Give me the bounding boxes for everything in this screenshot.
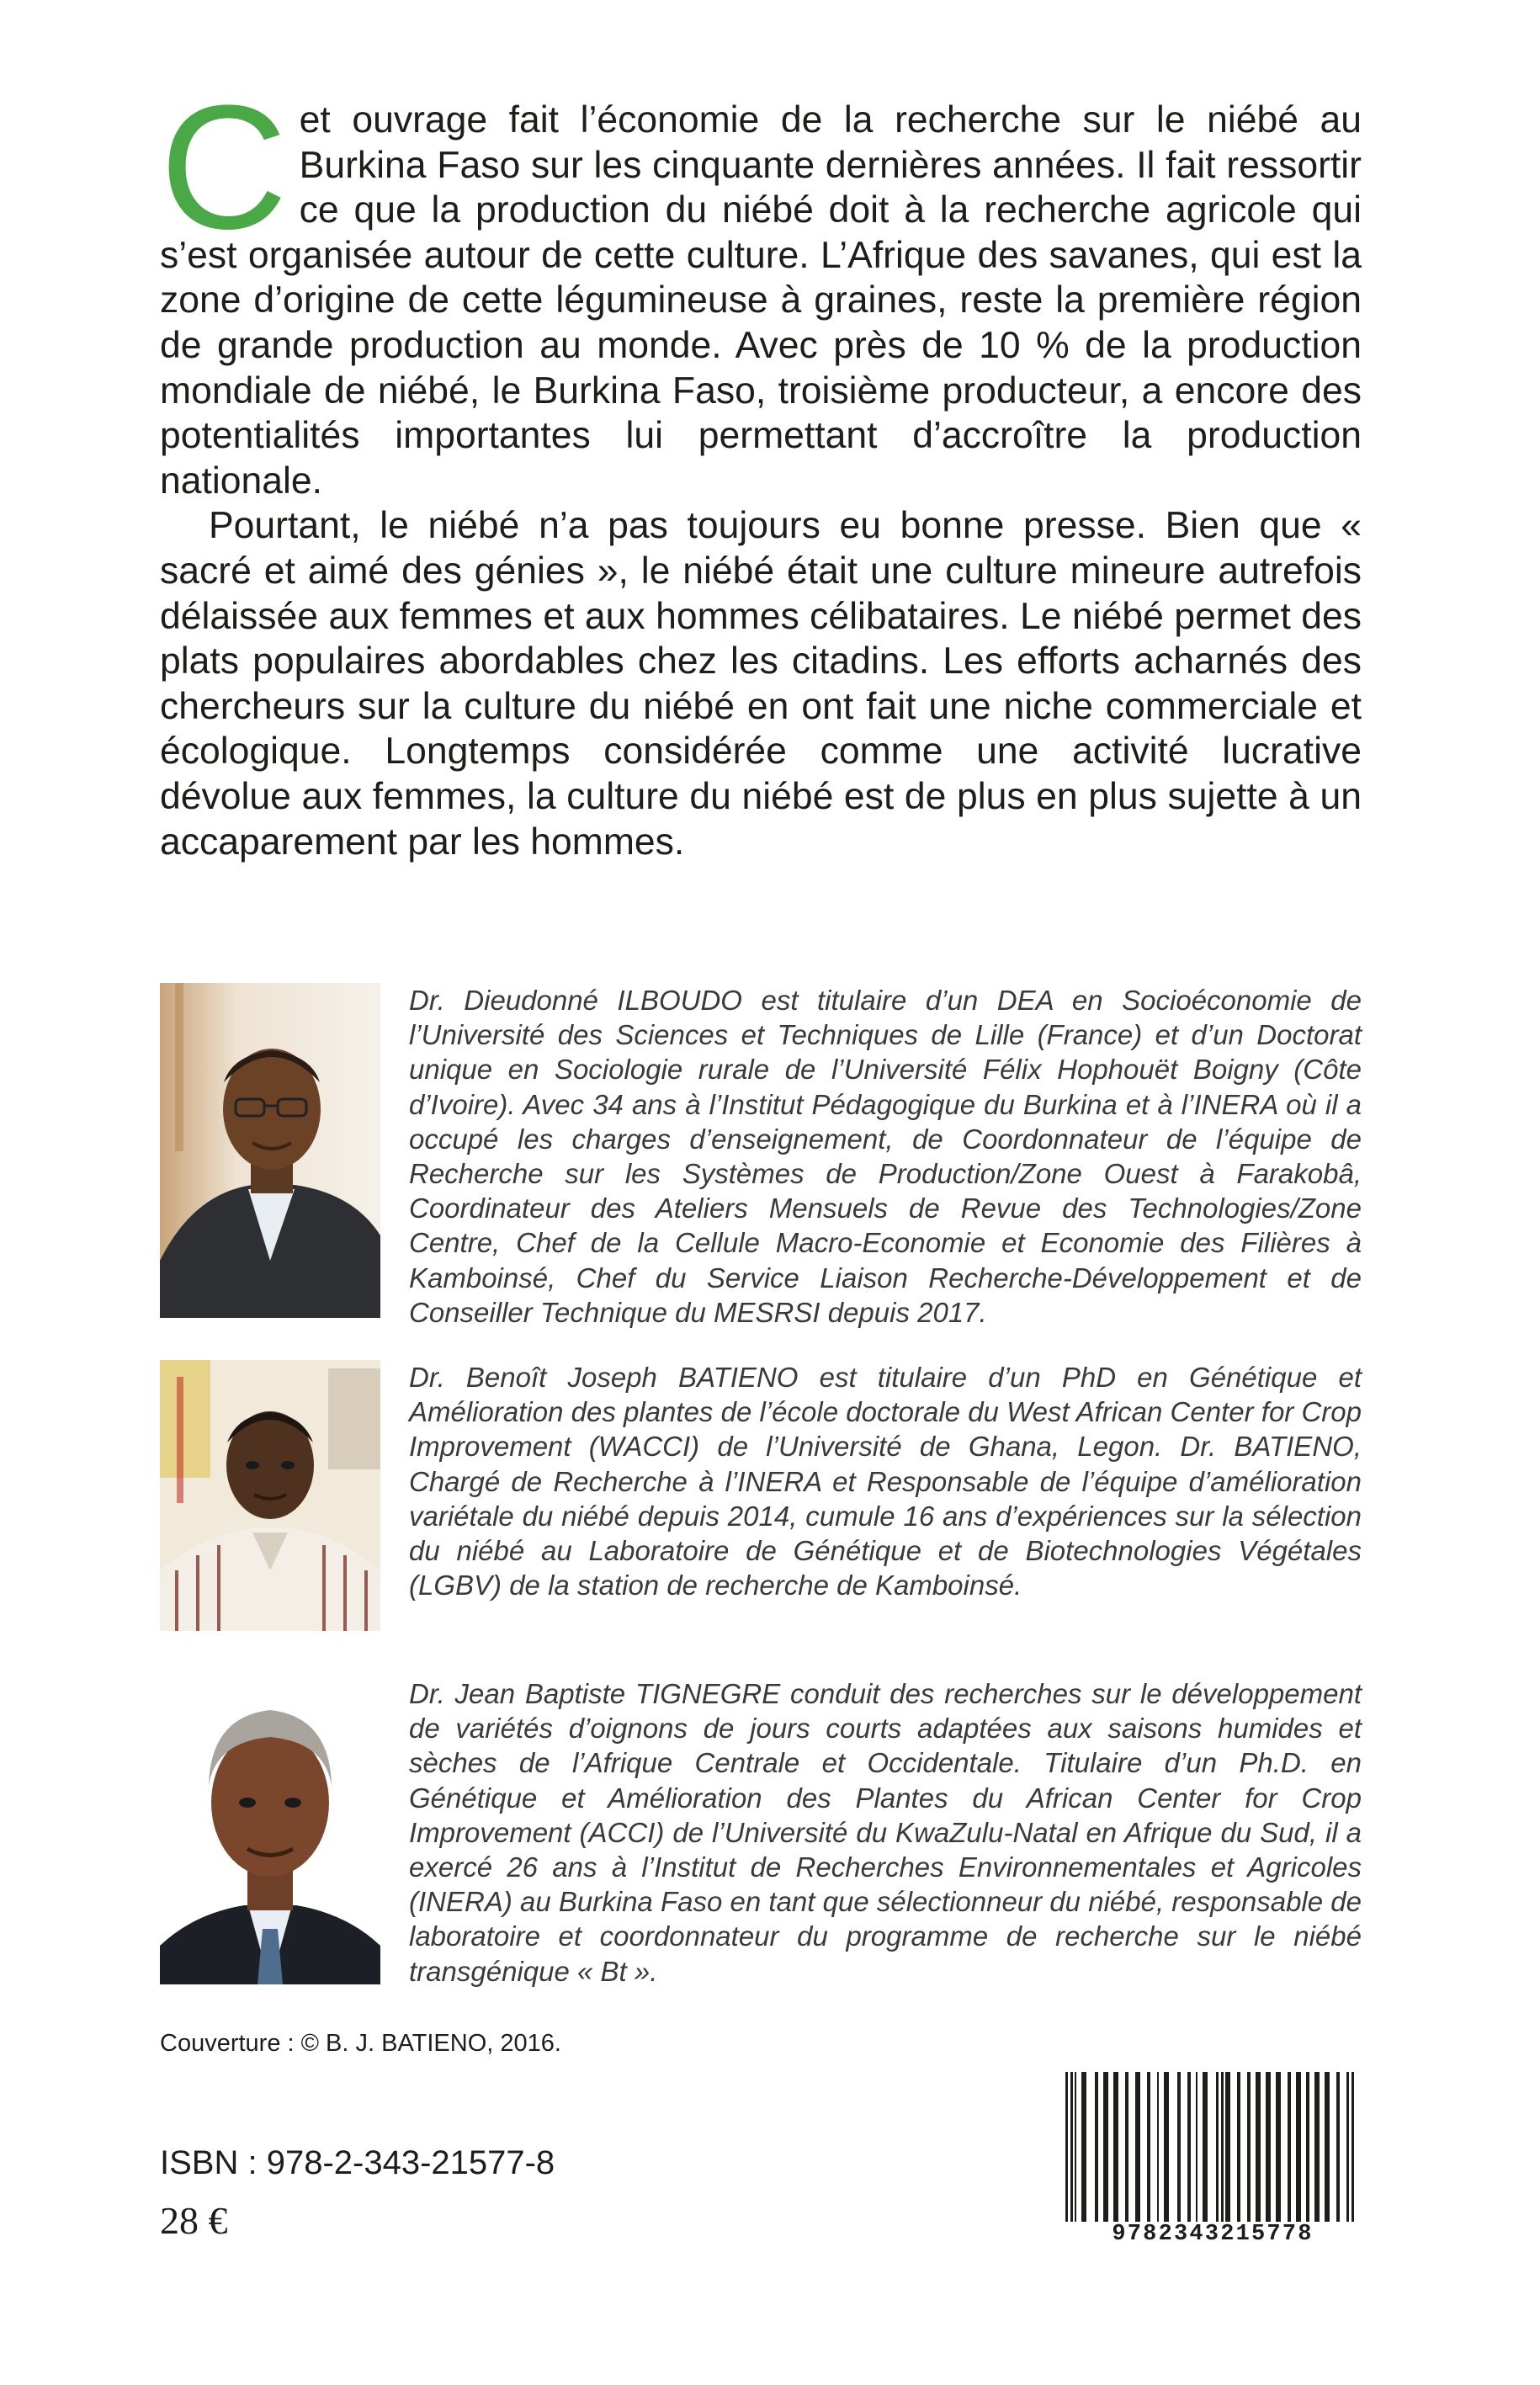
barcode-bar xyxy=(1095,2072,1098,2223)
isbn: ISBN : 978-2-343-21577-8 xyxy=(160,2144,555,2181)
barcode-bar xyxy=(1225,2072,1230,2223)
barcode-bar xyxy=(1125,2072,1128,2223)
cover-credit: Couverture : © B. J. BATIENO, 2016. xyxy=(160,2030,561,2057)
author-bio-text-3: Dr. Jean Baptiste TIGNEGRE conduit des recherches sur le développement de variétés d’oignons de jours courts adaptées aux saisons humides et sèches de l’Afrique Centrale et Occidentale. Titulaire d’un Ph.D. en Génétique et Amélioration des Plantes du African Center for Crop Improvement (ACCI) de l’Université du KwaZulu-Natal en Afrique du Sud, il a exercé 26 ans à l’Institut de Recherches Environnementales et Agricoles (INERA) au Burkina Faso en tant que sélectionneur du niébé, responsable de laboratoire et coordonnateur du programme de recherche sur le niébé transgénique « Bt ». xyxy=(409,1678,1362,1987)
barcode-bar xyxy=(1306,2072,1309,2223)
author-photo-2 xyxy=(160,1360,380,1631)
barcode-digits: 9782343215778 xyxy=(1062,2222,1363,2247)
barcode-bar xyxy=(1203,2072,1208,2223)
barcode-bar xyxy=(1288,2072,1291,2223)
barcode-bar xyxy=(1296,2072,1301,2223)
barcode-guard-bar xyxy=(1065,2072,1068,2240)
barcode-bar xyxy=(1314,2072,1320,2223)
barcode-bar xyxy=(1325,2072,1330,2223)
author-bio-text-1: Dr. Dieudonné ILBOUDO est titulaire d’un DEA en Socioéconomie de l’Université des Sciences et Techniques de Lille (France) et d’un Doctorat unique en Sociologie rurale de l’Université Félix Hophouët Boigny (Côte d’Ivoire). Avec 34 ans à l’Institut Pédagogique du Burkina et à l’INERA où il a occupé les charges d’enseignement, de Coordonnateur de l’équipe de Recherche sur les Systèmes de Production/Zone Ouest à Farakobâ, Coordinateur des Ateliers Mensuels de Revue des Technologies/Zone Centre, Chef de la Cellule Macro-Economie et Economie des Filières à Kamboinsé, Chef du Service Liaison Recherche-Développement et de Conseiller Technique du MESRSI depuis 2017. xyxy=(409,985,1362,1328)
summary-paragraph-2: Pourtant, le niébé n’a pas toujours eu bonne presse. Bien que « sacré et aimé des génies », le niébé était une culture mineure autrefois délaissée aux femmes et aux hommes célibataires. Le niébé permet des plats populaires abordables chez les citadins. Les efforts acharnés des chercheurs sur la culture du niébé en ont fait une niche commerciale et écologique. Longtemps considérée comme une activité lucrative dévolue aux femmes, la culture du niébé est de plus en plus sujette à un accaparement par les hommes. xyxy=(160,505,1362,863)
barcode-bar xyxy=(1256,2072,1261,2223)
barcode-bar xyxy=(1135,2072,1140,2223)
author-photo-3 xyxy=(160,1676,380,1984)
barcode-bar xyxy=(1276,2072,1281,2223)
price: 28 € xyxy=(160,2199,228,2242)
barcode-bar xyxy=(1336,2072,1340,2223)
barcode-guard-bar xyxy=(1221,2072,1224,2240)
barcode-guard-bar xyxy=(1070,2072,1073,2240)
barcode-bar xyxy=(1103,2072,1108,2223)
barcode-guard-bar xyxy=(1216,2072,1219,2240)
barcode-bar xyxy=(1157,2072,1159,2223)
barcode-bar xyxy=(1237,2072,1240,2223)
summary-paragraph-1: Cet ouvrage fait l’économie de la recherche sur le niébé au Burkina Faso sur les cinquante dernières années. Il fait ressortir ce que la production du niébé doit à la recherche agricole qui s’est organisée autour de cette culture. L’Afrique des savanes, qui est la zone d’origine de cette légumineuse à graines, reste la première région de grande production au monde. Avec près de 10 % de la production mondiale de niébé, le Burkina Faso, troisième producteur, a encore des potentialités importantes lui permettant d’accroître la production nationale. xyxy=(160,68,1362,502)
barcode-bar xyxy=(1196,2072,1197,2223)
barcode xyxy=(1062,2072,1363,2240)
summary-text xyxy=(160,68,1362,864)
author-photo-1 xyxy=(160,983,380,1318)
barcode-bar xyxy=(1147,2072,1150,2223)
barcode-bar xyxy=(1164,2072,1169,2223)
barcode-bar xyxy=(1247,2072,1251,2223)
barcode-bar xyxy=(1266,2072,1271,2223)
barcode-guard-bar xyxy=(1351,2072,1354,2240)
barcode-guard-bar xyxy=(1346,2072,1349,2240)
barcode-bar xyxy=(1075,2072,1076,2223)
barcode-bar xyxy=(1081,2072,1086,2223)
barcode-bar xyxy=(1177,2072,1181,2223)
barcode-bar xyxy=(1187,2072,1191,2223)
drop-cap: C xyxy=(160,68,288,266)
author-bio-text-2: Dr. Benoît Joseph BATIENO est titulaire d’un PhD en Génétique et Amélioration des plantes de l’école doctorale du West African Center for Crop Improvement (WACCI) de l’Université de Ghana, Legon. Dr. BATIENO, Chargé de Recherche à l’INERA et Responsable de l’équipe d’amélioration variétale du niébé depuis 2014, cumule 16 ans d’expériences sur la sélection du niébé au Laboratoire de Génétique et de Biotechnologies Végétales (LGBV) de la station de recherche de Kamboinsé. xyxy=(409,1362,1362,1602)
barcode-bar xyxy=(1113,2072,1118,2223)
